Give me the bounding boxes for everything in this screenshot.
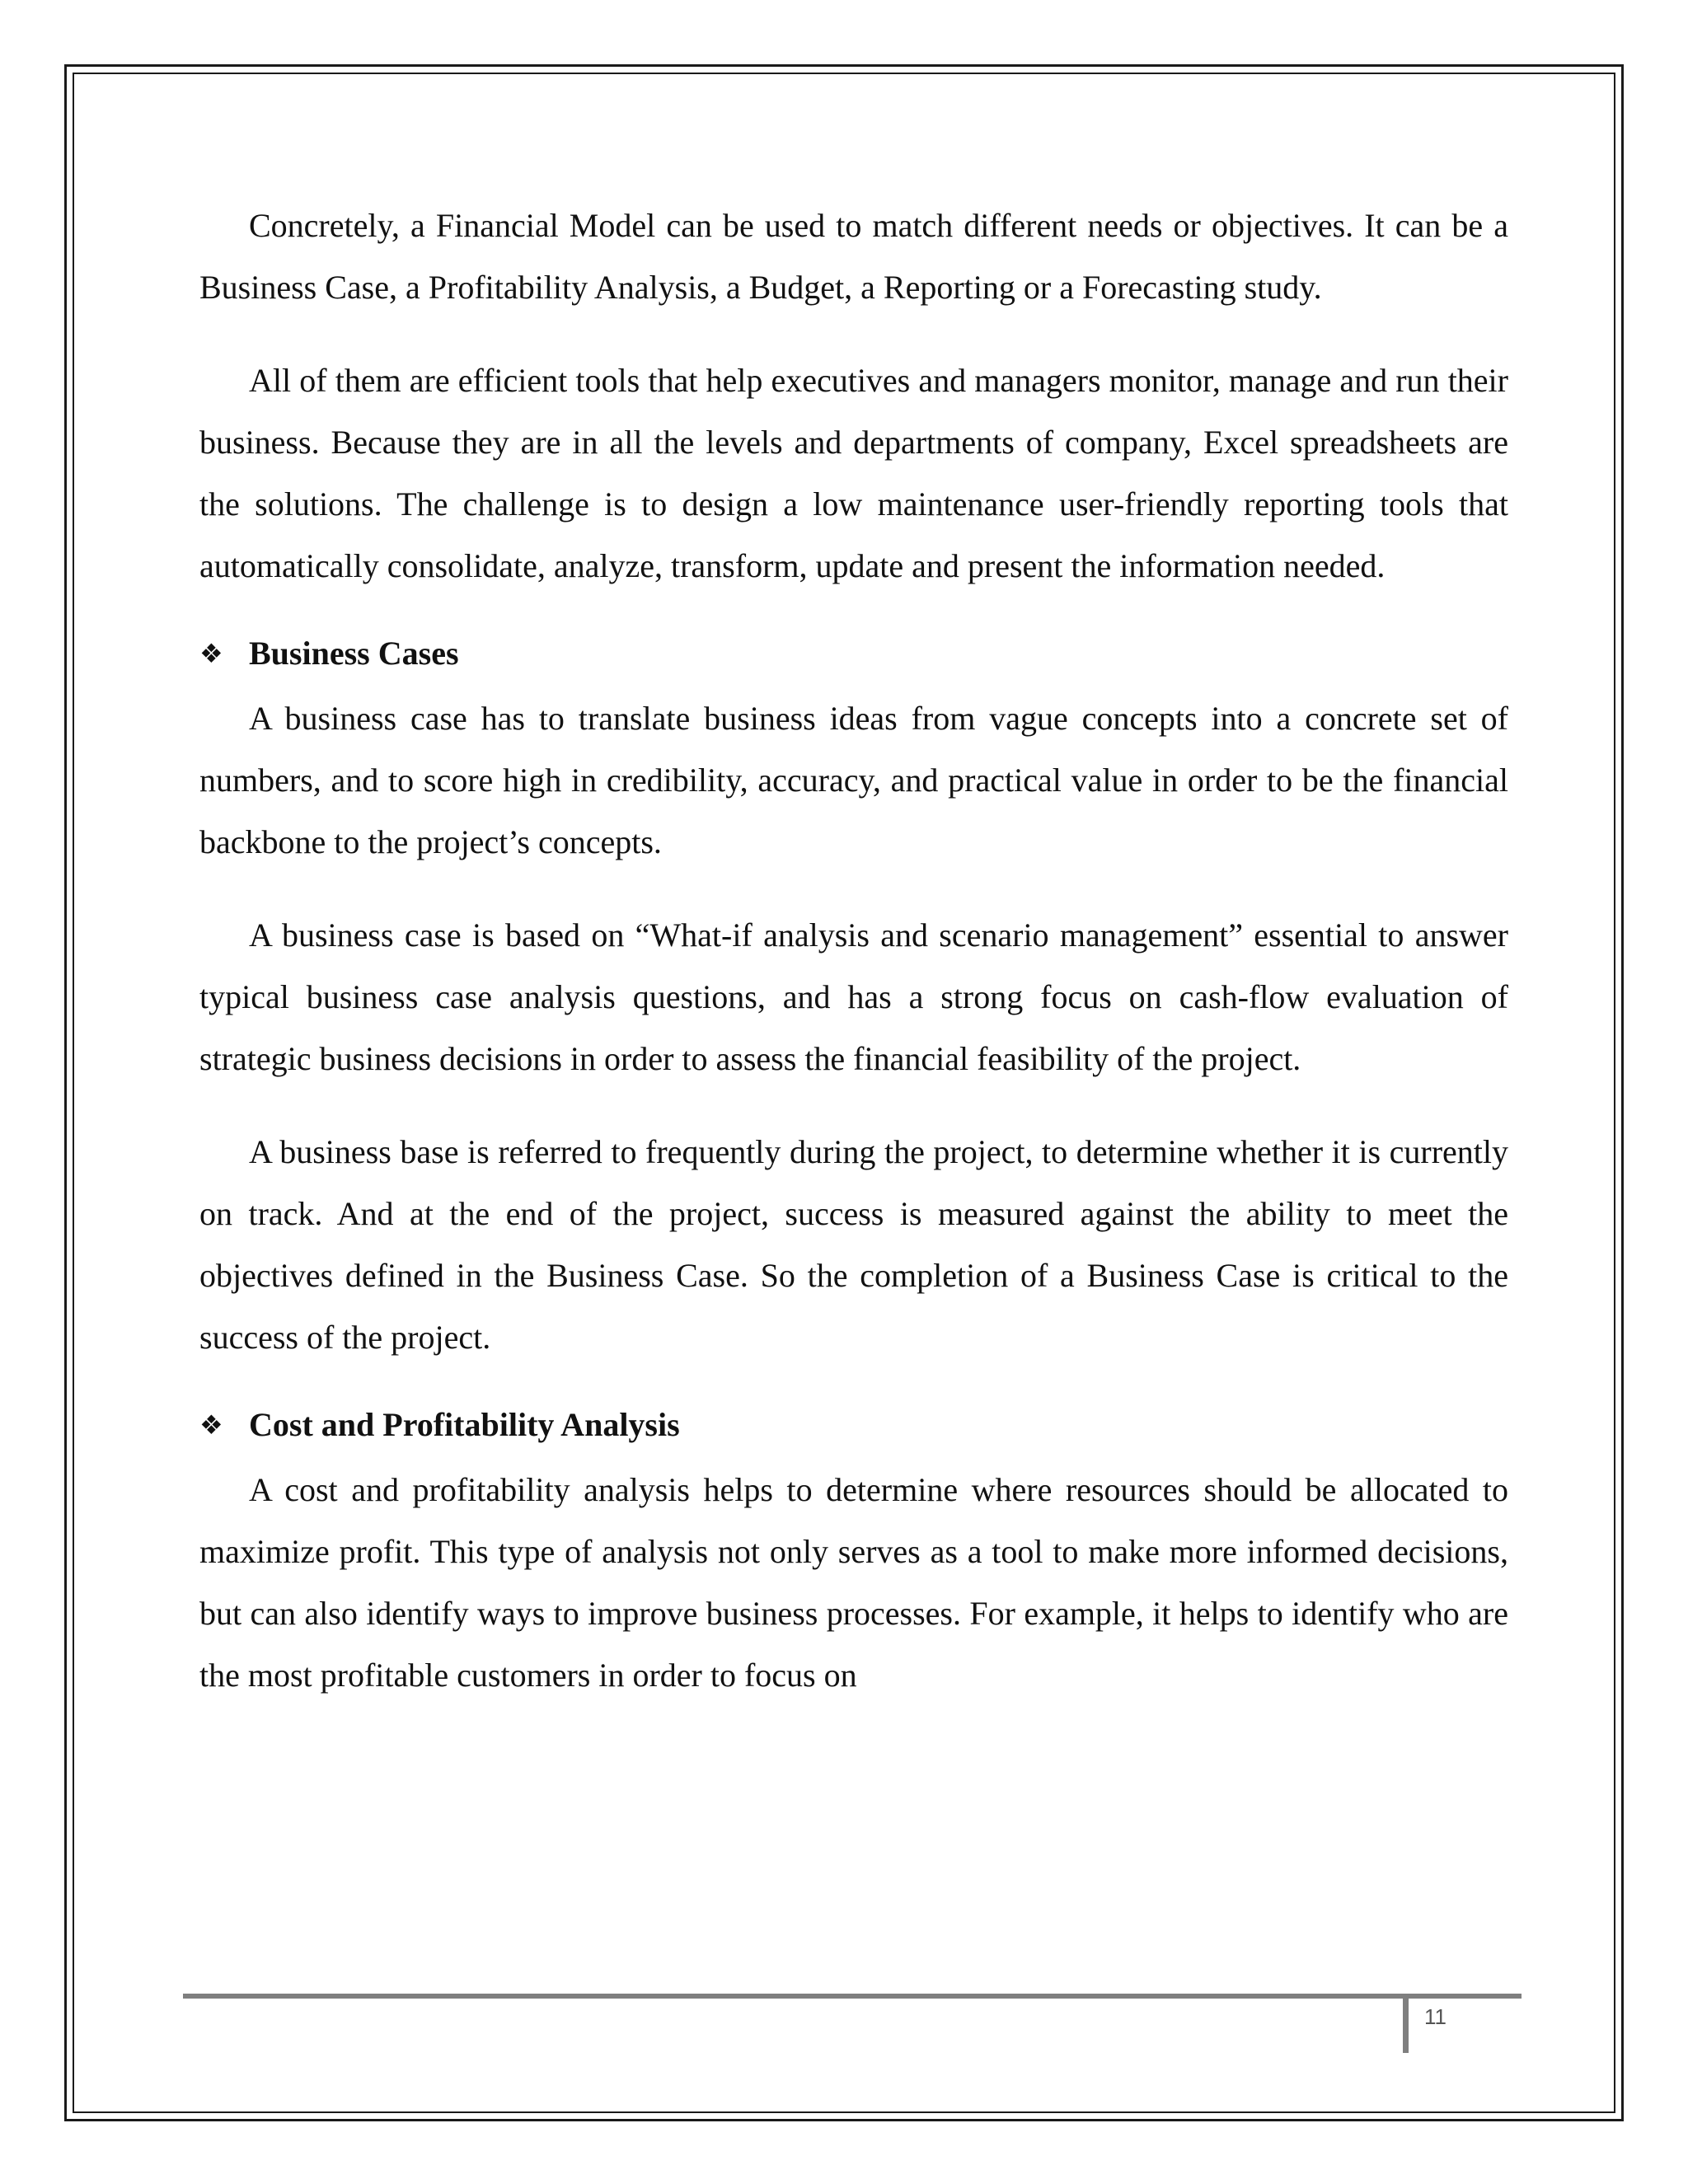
section-paragraph: A cost and profitability analysis helps to determine where resources should be allocated to maximize profit. This type of analysis not only serves as a tool to make more informed decisions, but can also identify ways to improve business processes. For example, it helps to identify who are the most profitable customers in order to focus on xyxy=(199,1471,1508,1694)
section-paragraph: A business case has to translate business ideas from vague concepts into a concrete set of numbers, and to score high in credibility, accuracy, and practical value in order to be the financial backbone to the project’s concepts. xyxy=(199,700,1508,860)
intro-paragraph: All of them are efficient tools that help executives and managers monitor, manage and run their business. Because they are in all the levels and departments of company, Excel spreadsheets are the solutions. The challenge is to design a low maintenance user-friendly reporting tools that automatically consolidate, analyze, transform, update and present the information needed. xyxy=(199,362,1508,584)
section-paragraph: A business base is referred to frequently during the project, to determine whether it is currently on track. And at the end of the project, success is measured against the ability to meet the objectives defined in the Business Case. So the completion of a Business Case is critical to the success of the project. xyxy=(199,1133,1508,1356)
footer-rule xyxy=(183,1994,1522,1999)
footer-divider xyxy=(1403,1994,1409,2053)
section-title: Cost and Profitability Analysis xyxy=(249,1406,680,1443)
section-heading-cost-profitability xyxy=(199,1399,1508,1451)
section-paragraph: A business case is based on “What-if analysis and scenario management” essential to answer typical business case analysis questions, and has a strong focus on cash-flow evaluation of strategic business decisions in order to assess the financial feasibility of the project. xyxy=(199,916,1508,1077)
diamond-bullet-icon: ❖ xyxy=(199,639,223,668)
section-title: Business Cases xyxy=(249,635,459,672)
diamond-bullet-icon: ❖ xyxy=(199,1410,223,1440)
intro-paragraph: Concretely, a Financial Model can be used to match different needs or objectives. It can be a Business Case, a Profitability Analysis, a Budget, a Reporting or a Forecasting study. xyxy=(199,207,1508,306)
page-body xyxy=(199,194,1508,1737)
page-number: 11 xyxy=(1424,2004,1447,2029)
section-heading-business-cases xyxy=(199,628,1508,679)
